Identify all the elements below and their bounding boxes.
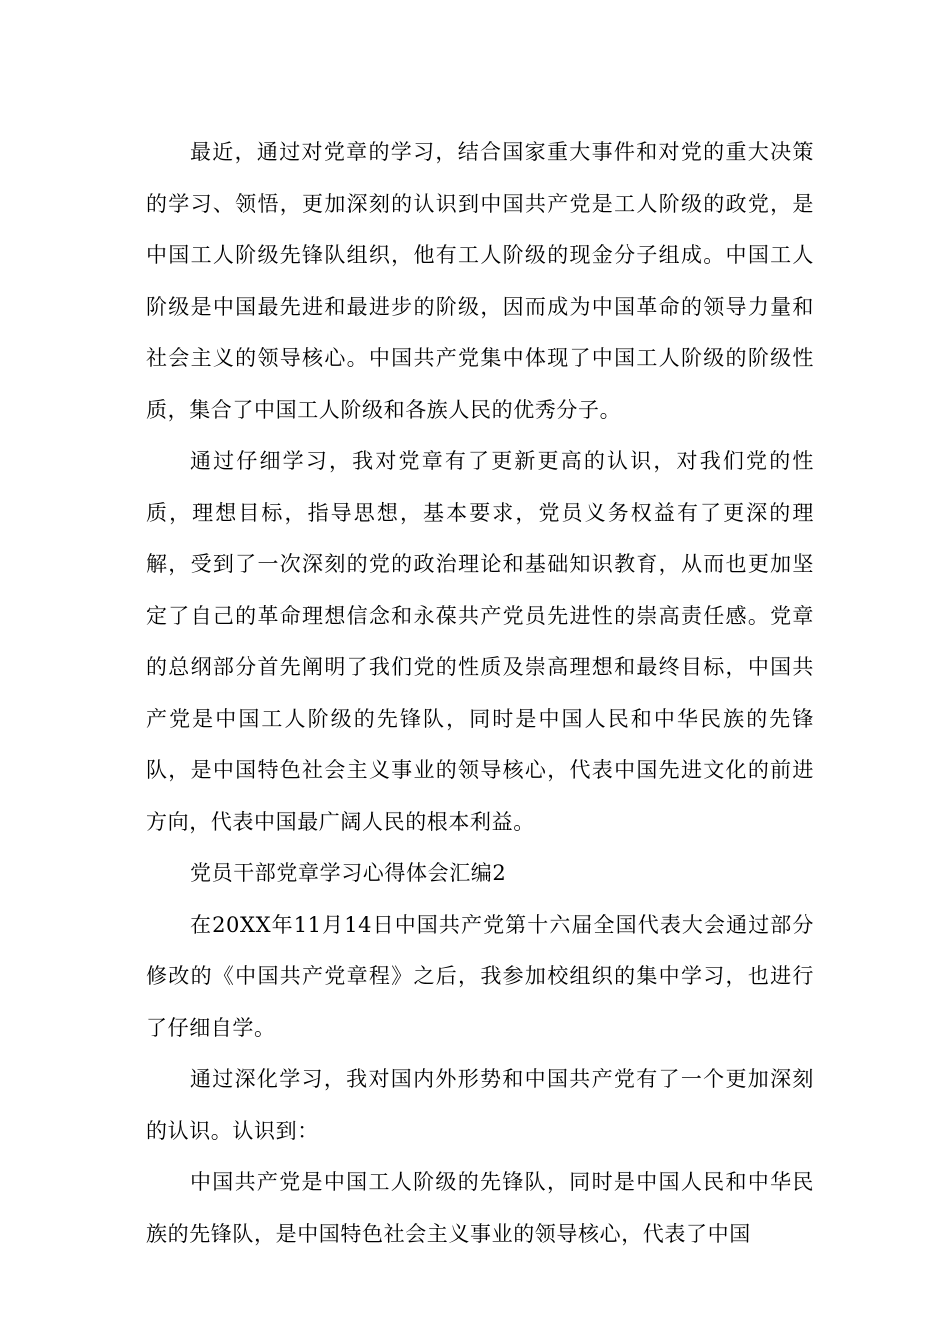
document-body <box>146 127 814 1260</box>
paragraph-1: 最近，通过对党章的学习，结合国家重大事件和对党的重大决策的学习、领悟，更加深刻的认识到中国共产党是工人阶级的政党，是中国工人阶级先锋队组织，他有工人阶级的现金分子组成。中国工人阶级是中国最先进和最进步的阶级，因而成为中国革命的领导力量和社会主义的领导核心。中国共产党集中体现了中国工人阶级的阶级性质，集合了中国工人阶级和各族人民的优秀分子。 <box>146 140 814 422</box>
paragraph-3: 在20XX年11月14日中国共产党第十六届全国代表大会通过部分修改的《中国共产党章程》之后，我参加校组织的集中学习，也进行了仔细自学。 <box>146 912 814 1040</box>
paragraph-2: 通过仔细学习，我对党章有了更新更高的认识，对我们党的性质，理想目标，指导思想，基本要求，党员义务权益有了更深的理解，受到了一次深刻的党的政治理论和基础知识教育，从而也更加坚定了自己的革命理想信念和永葆共产党员先进性的崇高责任感。党章的总纲部分首先阐明了我们党的性质及崇高理想和最终目标，中国共产党是中国工人阶级的先锋队，同时是中国人民和中华民族的先锋队，是中国特色社会主义事业的领导核心，代表中国先进文化的前进方向，代表中国最广阔人民的根本利益。 <box>146 449 814 834</box>
paragraph-5: 中国共产党是中国工人阶级的先锋队，同时是中国人民和中华民族的先锋队，是中国特色社会主义事业的领导核心，代表了中国 <box>146 1170 814 1246</box>
paragraph-4: 通过深化学习，我对国内外形势和中国共产党有了一个更加深刻的认识。认识到： <box>146 1067 814 1143</box>
section-heading: 党员干部党章学习心得体会汇编2 <box>190 861 507 885</box>
